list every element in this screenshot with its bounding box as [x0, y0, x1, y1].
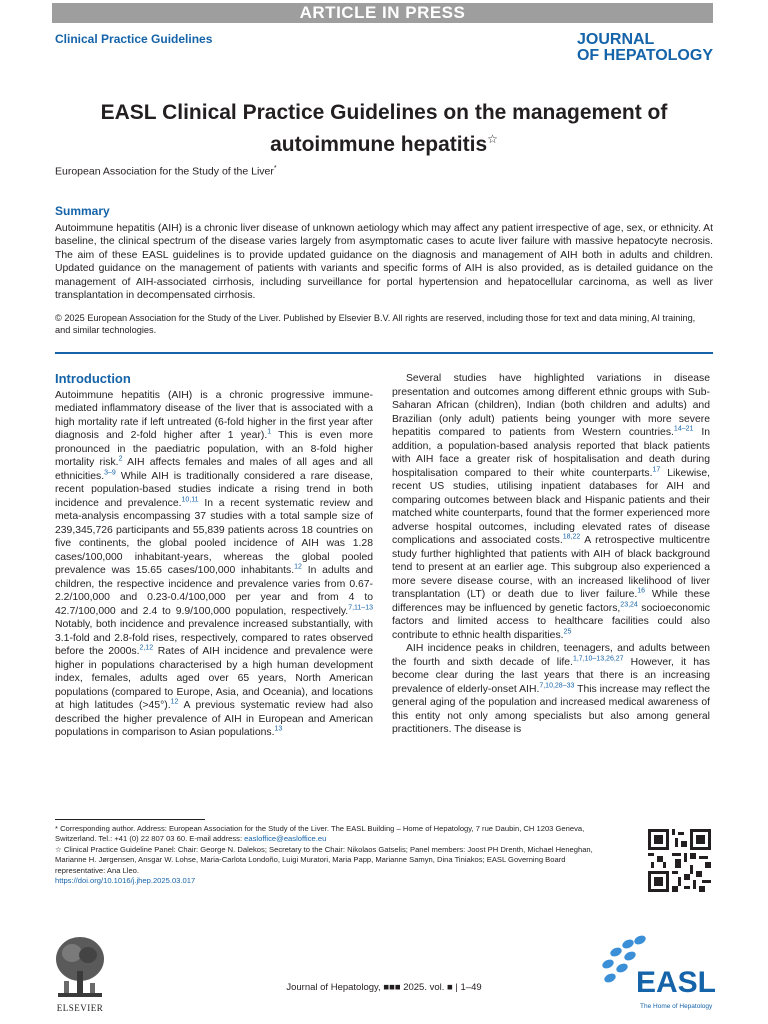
- citation-ref[interactable]: 2,12: [139, 644, 154, 652]
- author-line: [55, 165, 277, 178]
- intro-text: While these differences may be influenced by genetic factors,: [392, 589, 710, 614]
- intro-text: A previous systematic review had also described the higher prevalence of AIH in European and American populations in comparison to Asian populations.: [55, 700, 373, 738]
- introduction-heading: Introduction: [55, 371, 131, 386]
- citation-ref[interactable]: 17: [652, 466, 661, 474]
- footnote-rule: [55, 819, 205, 820]
- citation-ref[interactable]: 23,24: [620, 601, 638, 609]
- citation-ref[interactable]: 12: [170, 698, 179, 706]
- intro-text: Autoimmune hepatitis (AIH) is a chronic progressive immune-mediated inflammatory disease of the liver that is associated with a high mortality rate if left untreated (6-fold higher in the first year after diagnosis and 2-fold higher after 1 year).: [55, 389, 373, 441]
- footnotes: [55, 824, 615, 886]
- intro-text: Several studies have highlighted variations in disease presentation and outcomes among different ethnic groups with Sub-Saharan African (children), Indian (both children and adults) and Brazilian (only adult) patients being younger with more severe hepatitis compared to patients from Western countries.: [392, 373, 710, 438]
- easl-logo-icon: [600, 930, 716, 1010]
- corresponding-author-footnote: [55, 824, 615, 845]
- intro-text: Notably, both incidence and prevalence increased substantially, with 3.1-fold and 2.8-fold rises, respectively, compared to rates observed before the 2000s.: [55, 619, 373, 657]
- intro-text: In a recent systematic review and meta-analysis encompassing 37 studies with a total sample size of 239,345,726 participants and 55,839 patients across 18 countries on five continents, the global pooled incidence of AIH was 1.28 cases/100,000 inhabitant-years, whereas the global pooled prevalence was 15.65 cases/100,000 inhabitants.: [55, 497, 373, 576]
- citation-ref[interactable]: 7,10,28–33: [539, 682, 575, 690]
- citation-ref[interactable]: 3–9: [104, 469, 116, 477]
- article-in-press-banner: ARTICLE IN PRESS: [52, 3, 713, 23]
- citation-ref[interactable]: 16: [637, 587, 646, 595]
- citation-ref[interactable]: 18,22: [562, 533, 581, 541]
- author-name: European Association for the Study of the Liver: [55, 165, 274, 178]
- panel-footnote: ☆ Clinical Practice Guideline Panel: Chair: George N. Dalekos; Secretary to the Chair: Nikolaos Gatselis; Panel members: Joost PH Drenth, Michael Heneghan, Marianne H. Jørgensen, Ansgar W. Lohse, Maria-Carlota Londoño, Luigi Muratori, Maria Papp, Marianne Samyn, Dina Tiniakos; EASL Governing Board representative: Ana Lleo.: [55, 844, 593, 875]
- intro-text: Likewise, recent US studies, utilising inpatient databases for AIH and comparing outcomes between black and Hispanic patients and their matched white counterparts, found that the former experienced more adverse hospital outcomes, including elevated rates of disease complications and associated costs.: [392, 467, 710, 546]
- intro-text: In adults and children, the respective incidence and prevalence varies from 0.67-2.2/100,000 and 0.23-0.4/100,000 per year and from 4 to 42.7/100,000 and 2.4 to 9.9/100,000 population, respectively.: [55, 565, 373, 617]
- doi-link[interactable]: https://doi.org/10.1016/j.jhep.2025.03.017: [55, 876, 196, 886]
- intro-text: socioeconomic factors and limited access to healthcare facilities could also contribute to ethnic health disparities.: [392, 602, 710, 641]
- corresponding-author-text: * Corresponding author. Address: European Association for the Study of the Liver. The EASL Building – Home of Hepatology, 7 rue Daubin, CH 1203 Geneva, Switzerland. Tel.: +41 (0) 22 807 03 60. E-mail address:: [55, 824, 585, 844]
- copyright-notice: © 2025 European Association for the Study of the Liver. Published by Elsevier B.V. All rights are reserved, including those for text and data mining, AI training, and similar technologies.: [55, 313, 696, 336]
- intro-text: While AIH is traditionally considered a rare disease, recent population-based studies indicate a rising trend in both incidence and prevalence.: [55, 470, 373, 509]
- intro-text: This increase may reflect the general aging of the population and increased medical awareness of this entity not only among specialists but also among general practitioners. The disease is: [392, 683, 710, 735]
- intro-paragraph-1: [55, 389, 373, 740]
- intro-text: A retrospective multicentre study further highlighted that patients with AIH of black background tend to present at an earlier age. This subgroup also experienced a more severe disease course, with an increased likelihood of liver transplantation (LT) or death due to liver failure.: [392, 535, 711, 600]
- summary-heading: Summary: [55, 204, 110, 218]
- intro-text: This is even more pronounced in the paediatric population, with an 8-fold higher mortality risk.: [55, 430, 373, 468]
- article-title: [40, 99, 728, 158]
- citation-ref[interactable]: 25: [563, 628, 572, 636]
- intro-text: AIH incidence peaks in children, teenagers, and adults between the fourth and sixth decade of life.: [392, 643, 710, 668]
- intro-paragraph-2: [392, 372, 710, 642]
- citation-ref[interactable]: 13: [274, 725, 283, 733]
- journal-logo-line2: OF HEPATOLOGY: [576, 47, 713, 64]
- easl-tagline: The Home of Hepatology: [640, 1003, 713, 1010]
- intro-paragraph-3: [392, 642, 710, 737]
- journal-logo: [577, 32, 713, 64]
- left-column: [55, 372, 373, 740]
- summary-text: Autoimmune hepatitis (AIH) is a chronic liver disease of unknown aetiology which may affect any patient irrespective of age, sex, or ethnicity. At baseline, the clinical spectrum of the disease varies largely from asymptomatic cases to acute liver failure with massive hepatocyte necrosis. The aim of these EASL guidelines is to provide updated guidance on the diagnosis and management of AIH both in adults and children. Updated guidance on the management of patients with variants and specific forms of AIH is also provided, as is detailed guidance on the management of AIH-associated cirrhosis, including surveillance for portal hypertension and hepatocellular carcinoma, as well as liver transplantation in decompensated cirrhosis.: [55, 223, 713, 302]
- citation-ref[interactable]: 10,11: [181, 496, 199, 504]
- elsevier-wordmark: ELSEVIER: [56, 1003, 104, 1013]
- intro-text: AIH affects females and males of all ages and all ethnicities.: [55, 457, 373, 482]
- right-column: [392, 372, 710, 737]
- section-divider: [55, 352, 713, 354]
- email-link[interactable]: easloffice@easloffice.eu: [244, 834, 327, 844]
- citation-ref[interactable]: 2: [118, 455, 123, 463]
- citation-ref[interactable]: 14–21: [673, 425, 694, 433]
- corresponding-author-mark[interactable]: *: [273, 165, 277, 172]
- title-line-2: autoimmune hepatitis: [270, 133, 488, 156]
- intro-text: In addition, a population-based analysis reported that black patients with AIH face a greater risk of hospitalisation and death during hospitalisation compared to their white counterparts.: [392, 427, 710, 479]
- section-label: Clinical Practice Guidelines: [55, 32, 213, 46]
- intro-text: However, it has become clear during the last years that there is an increasing prevalence of elderly-onset AIH.: [392, 656, 710, 695]
- citation-ref[interactable]: 1,7,10–13,26,27: [572, 655, 624, 663]
- intro-text: Rates of AIH incidence and prevalence were higher in populations characterised by a high human development index, females, adults aged over 65 years, North American populations (compared to Europe, Asia, and Oceania), and locations at high latitudes (>45°).: [55, 646, 373, 711]
- title-footnote-mark[interactable]: ☆: [487, 132, 498, 146]
- citation-ref[interactable]: 12: [294, 563, 302, 571]
- citation-ref[interactable]: 7,11–13: [348, 604, 373, 612]
- easl-logo-text: EASL: [636, 966, 716, 999]
- title-line-1: EASL Clinical Practice Guidelines on the management of: [100, 101, 668, 124]
- qr-code-icon[interactable]: [648, 829, 711, 892]
- journal-citation: Journal of Hepatology, ■■■ 2025. vol. ■ | 1–49: [286, 982, 482, 993]
- journal-logo-line1: JOURNAL: [576, 31, 655, 48]
- citation-ref[interactable]: 1: [267, 428, 272, 436]
